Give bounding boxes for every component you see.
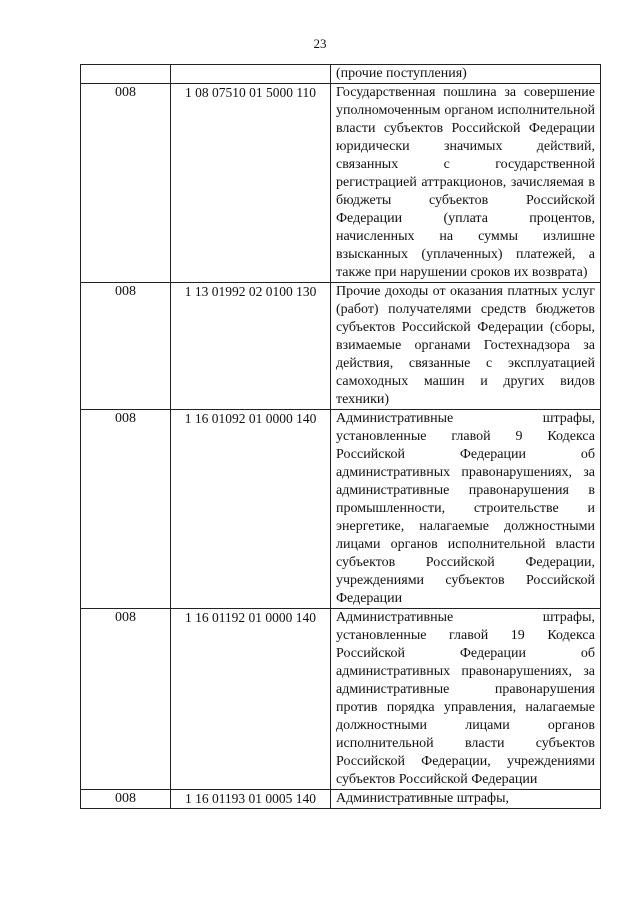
admin-code-cell: 008 <box>81 84 171 283</box>
description-cell: Государственная пошлина за совершение уполномоченным органом исполнительной власти субъектов Российской Федерации юридически значимых действий, связанных с государственной регистрацией аттракционов, зачисляемая в бюджеты субъектов Российской Федерации (уплата процентов, начисленных на суммы излишне взысканных (уплаченных) платежей, а также при нарушении сроков их возврата) <box>331 84 601 283</box>
page-number: 23 <box>313 36 327 51</box>
description-cell: Административные штрафы, установленные главой 19 Кодекса Российской Федерации об административных правонарушениях, за административные правонарушения против порядка управления, налагаемые должностными лицами органов исполнительной власти субъектов Российской Федерации, учреждениями субъектов Российской Федерации <box>331 609 601 790</box>
table-row <box>81 410 601 609</box>
admin-code-cell: 008 <box>81 790 171 809</box>
budget-code-cell: 1 13 01992 02 0100 130 <box>171 283 331 410</box>
budget-code-cell: 1 16 01092 01 0000 140 <box>171 410 331 609</box>
description-cell: Административные штрафы, установленные главой 9 Кодекса Российской Федерации об административных правонарушениях, за административные правонарушения в промышленности, строительстве и энергетике, налагаемые должностными лицами органов исполнительной власти субъектов Российской Федерации, учреждениями субъектов Российской Федерации <box>331 410 601 609</box>
budget-code-cell <box>171 65 331 84</box>
table-row <box>81 790 601 809</box>
budget-code-cell: 1 08 07510 01 5000 110 <box>171 84 331 283</box>
table-row <box>81 283 601 410</box>
table-row <box>81 609 601 790</box>
admin-code-cell: 008 <box>81 283 171 410</box>
admin-code-cell: 008 <box>81 410 171 609</box>
description-cell: Прочие доходы от оказания платных услуг (работ) получателями средств бюджетов субъектов Российской Федерации (сборы, взимаемые органами Гостехнадзора за действия, связанные с эксплуатацией самоходных машин и других видов техники) <box>331 283 601 410</box>
description-cell: Административные штрафы, <box>331 790 601 809</box>
budget-code-cell: 1 16 01192 01 0000 140 <box>171 609 331 790</box>
admin-code-cell <box>81 65 171 84</box>
revenue-codes-table <box>80 64 601 809</box>
table-row <box>81 65 601 84</box>
table-row <box>81 84 601 283</box>
description-cell: (прочие поступления) <box>331 65 601 84</box>
admin-code-cell: 008 <box>81 609 171 790</box>
budget-code-cell: 1 16 01193 01 0005 140 <box>171 790 331 809</box>
